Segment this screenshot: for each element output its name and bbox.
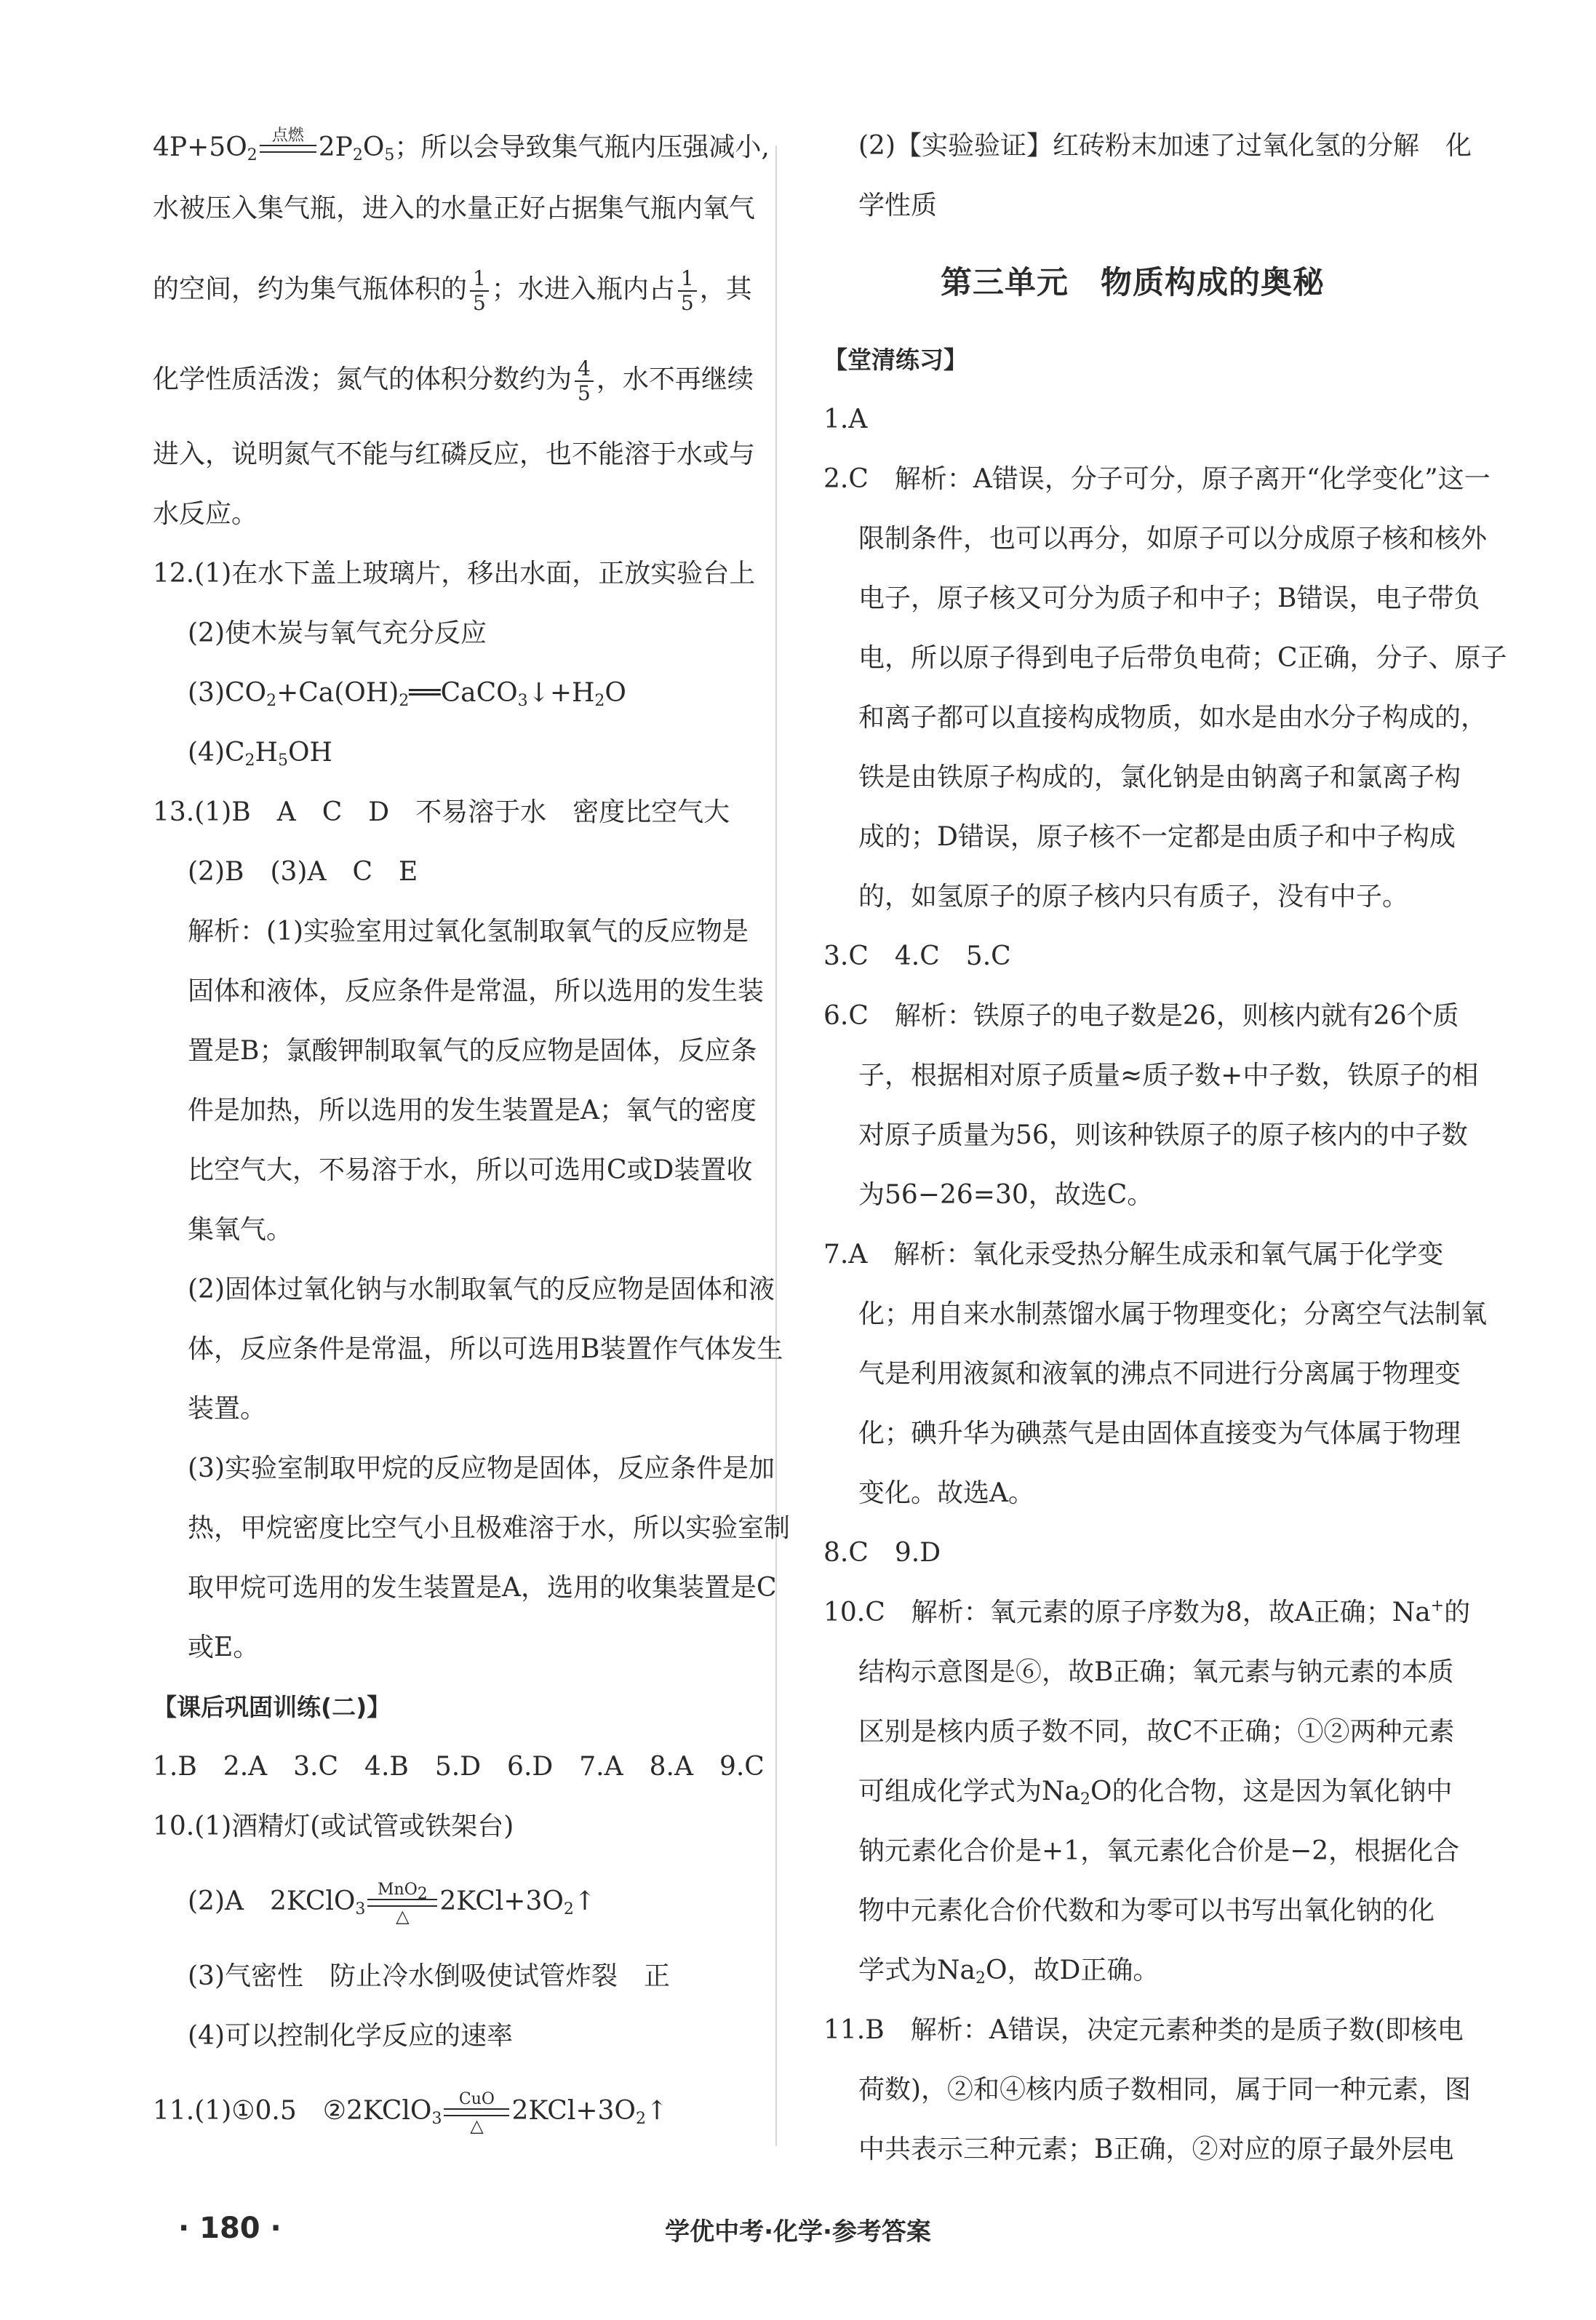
fraction: $\frac{4}{5}$ [575,357,594,405]
explanation-line: 电子，原子核又可分为质子和中子；B错误，电子带负 [858,583,1480,613]
reaction-arrow: MnO$_2$ △ [367,1881,437,1926]
answer-2: 2.C 解析：A错误，分子可分，原子离开“化学变化”这一 [823,464,1491,494]
answer-11: 11.B 解析：A错误，决定元素种类的是质子数(即核电 [823,2015,1464,2045]
explanation-line: 成的；D错误，原子核不一定都是由质子和中子构成 [858,822,1456,852]
answers-3-5: 3.C 4.C 5.C [823,941,1011,971]
text-line: (2)【实验验证】红砖粉末加速了过氧化氢的分解 化 [858,131,1472,161]
fraction: $\frac{1}{5}$ [470,267,489,315]
explanation-line: 电，所以原子得到电子后带负电荷；C正确，分子、原子 [858,643,1507,673]
answers-8-9: 8.C 9.D [823,1538,941,1568]
answer-12-3: $(3)CO_2+Ca(OH)_2══CaCO_3↓+H_2O$ [188,678,626,710]
text-line-with-fraction: 化学性质活泼；氮气的体积分数约为 $\frac{4}{5}$ ，水不再继续 [153,356,754,405]
answer-12-2: (2)使木炭与氧气充分反应 [188,618,487,648]
explanation-line: 固体和液体，反应条件是常温，所以选用的发生装 [188,976,765,1006]
text-line-with-fraction: 的空间，约为集气瓶体积的 $\frac{1}{5}$ ；水进入瓶内占 $\frac{1}{5}$ ，其 [153,266,752,315]
explanation-line: 件是加热，所以选用的发生装置是A；氧气的密度 [188,1096,757,1125]
answer-10-2: (2)A 2KClO$_3$ MnO$_2$ △ $2KCl+3O_2↑$ [188,1880,596,1926]
explanation-line: 化；碘升华为碘蒸气是由固体直接变为气体属于物理 [858,1419,1461,1448]
explanation-line: 气是利用液氮和液氧的沸点不同进行分离属于物理变 [858,1359,1461,1389]
explanation-line: 子，根据相对原子质量≈质子数+中子数，铁原子的相 [858,1061,1479,1091]
section-title: 【课后巩固训练(二)】 [153,1693,391,1721]
explanation-line: 集氧气。 [188,1215,293,1245]
answer-13-2: (2)B (3)A C E [188,857,418,887]
section-title: 【堂清练习】 [823,346,967,374]
explanation-line: 变化。故选A。 [858,1478,1034,1508]
answer-10-3: (3)气密性 防止冷水倒吸使试管炸裂 正 [188,1961,670,1991]
answer-12-4: $(4)C_2H_5OH$ [188,738,332,770]
explanation-line: 装置。 [188,1394,267,1424]
explanation-line: 限制条件，也可以再分，如原子可以分成原子核和核外 [858,524,1488,554]
explanation-line: 比空气大，不易溶于水，所以可选用C或D装置收 [188,1155,753,1185]
text-line: 水被压入集气瓶，进入的水量正好占据集气瓶内氧气 [153,194,756,223]
explanation-line: (2)固体过氧化钠与水制取氧气的反应物是固体和液 [188,1275,775,1304]
fraction: $\frac{1}{5}$ [678,267,697,315]
explanation-line: 为56−26=30，故选C。 [858,1180,1154,1210]
explanation-line: (3)实验室制取甲烷的反应物是固体，反应条件是加 [188,1454,775,1483]
explanation-line: 体，反应条件是常温，所以可选用B装置作气体发生 [188,1334,783,1364]
explanation-line: 置是B；氯酸钾制取氧气的反应物是固体，反应条 [188,1036,757,1066]
page-number: · 180 · [178,2212,282,2245]
explanation-line: 可组成化学式为$Na_2O$的化合物，这是因为氧化钠中 [858,1777,1453,1809]
explanation-line: 化；用自来水制蒸馏水属于物理变化；分离空气法制氧 [858,1299,1488,1329]
answer-1: 1.A [823,404,868,434]
explanation-line: 荷数)，②和④核内质子数相同，属于同一种元素，图 [858,2075,1472,2105]
explanation-line: 物中元素化合价代数和为零可以书写出氧化钠的化 [858,1896,1435,1926]
answer-10-4: (4)可以控制化学反应的速率 [188,2021,513,2051]
explanation-line: 钠元素化合价是+1，氧元素化合价是−2，根据化合 [858,1836,1460,1866]
explanation-line: 取甲烷可选用的发生装置是A，选用的收集装置是C [188,1573,777,1603]
answer-12-1: 12.(1)在水下盖上玻璃片，移出水面，正放实验台上 [153,559,756,589]
text-line: 学性质 [858,191,938,220]
reaction-arrow: 点燃 [260,127,316,172]
column-divider [775,146,777,2146]
answers-1-9: 1.B 2.A 3.C 4.B 5.D 6.D 7.A 8.A 9.C [153,1752,765,1782]
explanation-line: 和离子都可以直接构成物质，如水是由水分子构成的， [858,703,1488,733]
answer-10: 10.C 解析：氧元素的原子序数为8，故A正确；Na+的 [823,1597,1471,1627]
explanation-line: 区别是核内质子数不同，故C不正确；①②两种元素 [858,1717,1455,1747]
left-column [153,116,791,2156]
explanation-line: 热，甲烷密度比空气小且极难溶于水，所以实验室制 [188,1513,791,1543]
unit-title: 第三单元 物质构成的奥秘 [941,265,1325,301]
footer-title: 学优中考·化学·参考答案 [665,2217,931,2247]
explanation-line: 铁是由铁原子构成的，氯化钠是由钠离子和氯离子构 [858,762,1461,792]
reaction-arrow: CuO △ [444,2091,509,2135]
text-line: 进入，说明氮气不能与红磷反应，也不能溶于水或与 [153,439,756,469]
answer-11: 11.(1)①0.5 ②2KClO$_3$ CuO △ $2KCl+3O_2↑$ [153,2089,669,2136]
text-line: 水反应。 [153,499,258,529]
explanation-line: 学式为$Na_2O$，故D正确。 [858,1956,1160,1988]
answer-7: 7.A 解析：氧化汞受热分解生成汞和氧气属于化学变 [823,1240,1444,1269]
answer-13-1: 13.(1)B A C D 不易溶于水 密度比空气大 [153,797,730,827]
right-column [823,116,1507,2180]
explanation-line: 解析：(1)实验室用过氧化氢制取氧气的反应物是 [188,917,749,946]
explanation-line: 或E。 [188,1633,260,1662]
explanation-line: 中共表示三种元素；B正确，②对应的原子最外层电 [858,2134,1454,2164]
equation-red-phosphorus: $4P+5O_2$ 点燃 $2P_2O_5$；所以会导致集气瓶内压强减小, [153,116,771,179]
explanation-line: 的，如氢原子的原子核内只有质子，没有中子。 [858,882,1409,912]
explanation-line: 结构示意图是⑥，故B正确；氧元素与钠元素的本质 [858,1657,1454,1687]
answer-6: 6.C 解析：铁原子的电子数是26，则核内就有26个质 [823,1001,1459,1031]
answer-10-1: 10.(1)酒精灯(或试管或铁架台) [153,1811,514,1841]
explanation-line: 对原子质量为56，则该种铁原子的原子核内的中子数 [858,1120,1468,1150]
